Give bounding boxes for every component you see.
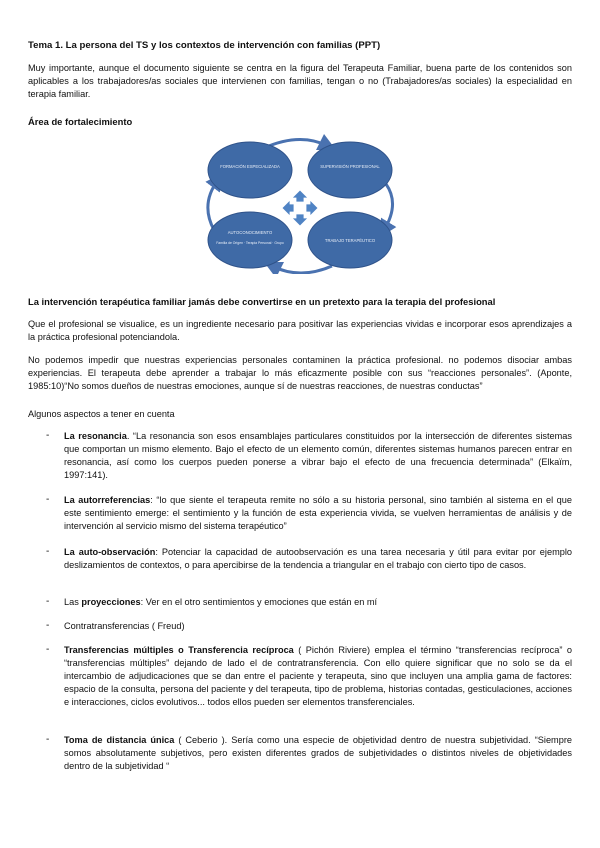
list-dash: -: [46, 494, 50, 505]
list-dash: -: [46, 596, 50, 607]
list-item-text: . “La resonancia son esos ensamblajes particulares constituidos por la intersección de diferentes sistemas que comportan un mismo elemento. Bajo el efecto de un elemento común, diferentes sistemas humanos parecen entrar en resonancia, así como los cuerpos pueden ponerse a vibrar bajo el efecto de una frecuencia determinada” (Elkaïm, 1997:141).: [64, 431, 572, 480]
list-item-lead: Transferencias múltiples o Transferencia recíproca: [64, 645, 294, 655]
area-heading: Área de fortalecimiento: [28, 116, 133, 127]
cycle-arrow-right: [384, 184, 393, 230]
fortalecimiento-diagram: [200, 134, 400, 274]
list-item-resonancia: [64, 430, 572, 482]
list-item-lead-plain: Las: [64, 597, 82, 607]
node-trabajo-label: TRABAJO TERAPÉUTICO: [324, 238, 376, 243]
node-formacion: [208, 142, 292, 198]
node-formacion-label: FORMACIÓN ESPECIALIZADA: [220, 164, 280, 169]
list-item-distancia: [64, 734, 572, 773]
list-item-transferencias: [64, 644, 572, 709]
list-item-lead: La resonancia: [64, 431, 127, 441]
list-item-lead: proyecciones: [81, 597, 141, 607]
node-supervision: [308, 142, 392, 198]
list-item-contratransferencias: [64, 620, 572, 633]
section-heading: La intervención terapéutica familiar jamás debe convertirse en un pretexto para la terapia del profesional: [28, 296, 496, 307]
list-item-autorreferencias: [64, 494, 572, 533]
intro-paragraph: Muy importante, aunque el documento siguiente se centra en la figura del Terapeuta Familiar, buena parte de los contenidos son aplicables a los trabajadores/as sociales que intervienen con familias, tengan o no (Trabajadores/as sociales) la especialidad en terapia familiar.: [28, 63, 572, 99]
aspects-label: Algunos aspectos a tener en cuenta: [28, 409, 175, 419]
list-item-text: : “lo que siente el terapeuta remite no sólo a su historia personal, sino también al sistema en el que este sentimiento emerge: el sentimiento y la función de esta experiencia vivida, se vuelven herramientas de análisis y de intervención al servicio mismo del sistema terapéutico”: [64, 495, 572, 531]
list-item-lead-plain: Contratransferencias ( Freud): [64, 621, 185, 631]
list-item-proyecciones: [64, 596, 572, 609]
document-title: Tema 1. La persona del TS y los contextos de intervención con familias (PPT): [28, 40, 381, 51]
list-item-lead: La auto-observación: [64, 547, 156, 557]
node-autoconocimiento: [208, 212, 292, 268]
center-cross-icon: [282, 190, 318, 226]
node-supervision-label: SUPERVISIÓN PROFESIONAL: [320, 164, 380, 169]
list-item-text: ( Ceberio ). Sería como una especie de objetividad dentro de nuestra subjetividad. “Siempre somos absolutamente subjetivos, pero existen diferentes grados de subjetividades o distintos niveles de objetividades dentro de la subjetividad “: [64, 735, 572, 771]
list-item-text: : Ver en el otro sentimientos y emociones que están en mí: [140, 597, 378, 607]
node-autoconocimiento-label: AUTOCONOCIMIENTO: [227, 230, 273, 235]
list-item-text: : Potenciar la capacidad de autoobservación es una tarea necesaria y útil para evitar por ejemplo deslizamientos de contextos, o para apercibirse de la tendencia a triangular en el trabajo con cierto tipo de casos.: [64, 547, 572, 570]
paragraph-2: No podemos impedir que nuestras experiencias personales contaminen la práctica profesional. no podemos disociar ambas experiencias. El terapeuta debe aprender a trabajar lo más eficazmente posible con sus “reacciones personales”. (Aponte, 1985:10)“No somos dueños de nuestras emociones, aunque sí de nuestras reacciones, de nuestras conductas”: [28, 355, 572, 391]
paragraph-1: Que el profesional se visualice, es un ingrediente necesario para positivar las experiencias vividas e incorporar esos aprendizajes a la práctica profesional potenciandola.: [28, 319, 572, 342]
list-item-autoobservacion: [64, 546, 572, 572]
list-item-lead: La autorreferencias: [64, 495, 151, 505]
list-dash: -: [46, 430, 50, 441]
list-dash: -: [46, 546, 50, 557]
cycle-arrow-bottom: [272, 266, 332, 273]
list-item-text: ( Pichón Riviere) emplea el término “transferencias recíproca” o “transferencias múltiples” dejando de lado el de contratransferencia. Con ello quiere significar que no solo se da el intercambio de adjudicaciones que se dan entre el paciente y terapeuta, sino que incluyen una amplia gama de factores: espacio de la consulta, persona del paciente y del terapeuta, tipo de problema, historias contadas, gesticulaciones, acciones e interacciones, ciclos evolutivos... todos ellos pueden ser elementos transferenciales.: [64, 645, 572, 707]
list-dash: -: [46, 644, 50, 655]
node-autoconocimiento-sub: Familia de Origen · Terapia Personal · Grupo: [216, 241, 284, 245]
list-item-lead: Toma de distancia única: [64, 735, 175, 745]
list-dash: -: [46, 620, 50, 631]
list-dash: -: [46, 734, 50, 745]
